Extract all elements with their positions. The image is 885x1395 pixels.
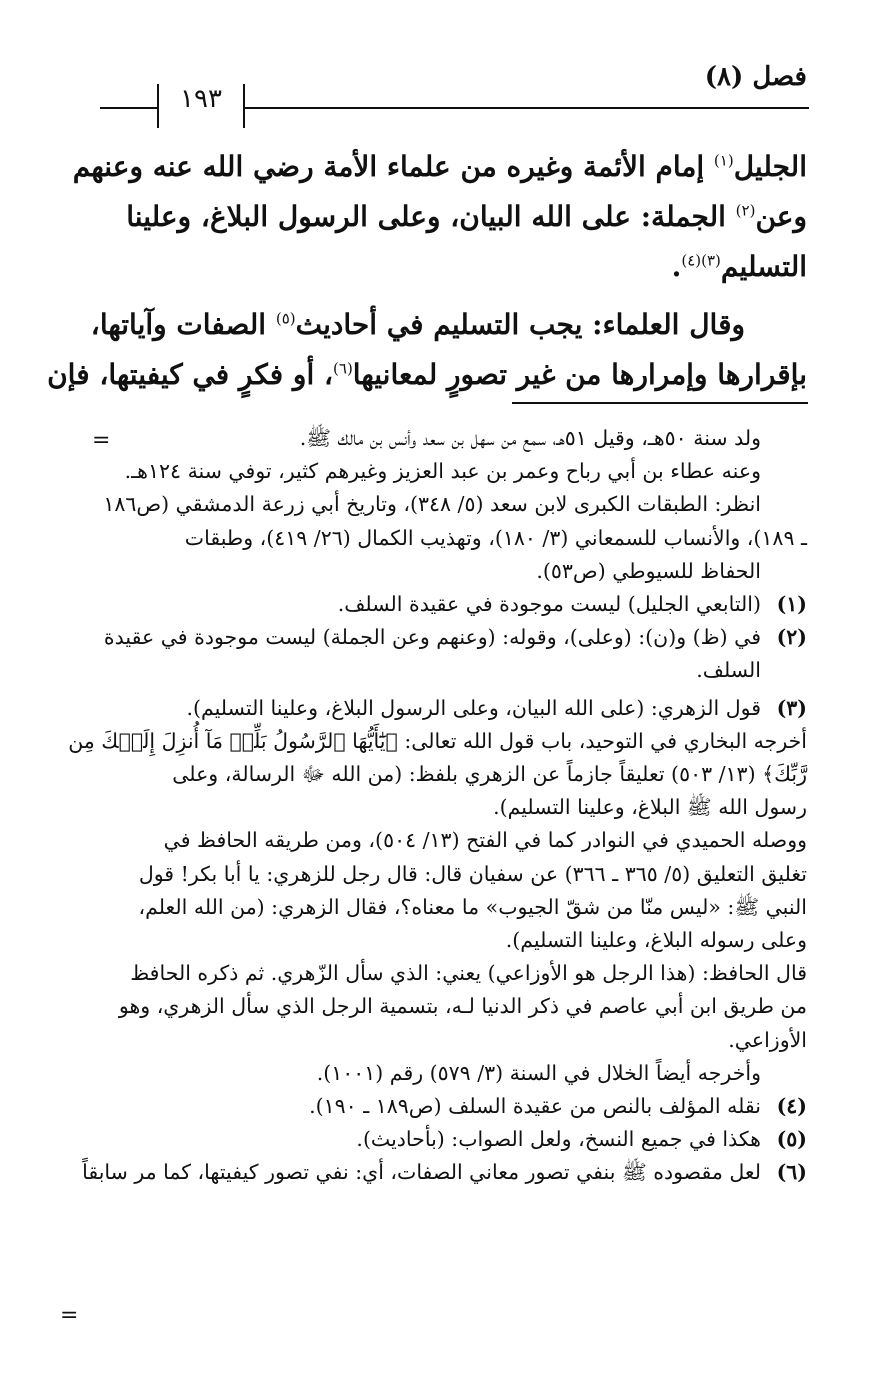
footnote-5: (٥) هكذا في جميع النسخ، ولعل الصواب: (بأحاديث). xyxy=(79,1123,807,1156)
header-tick xyxy=(243,84,245,128)
footnote-1: (١) (التابعي الجليل) ليست موجودة في عقيدة السلف. xyxy=(79,588,807,621)
footnote-line: وأخرجه أيضاً الخلال في السنة (٣/ ٥٧٩) رقم (١٠٠١). xyxy=(316,1060,761,1085)
footnote-line: ووصله الحميدي في النوادر كما في الفتح (١٣/ ٥٠٤)، ومن طريقه الحافظ في xyxy=(163,828,807,853)
footnote-ref[interactable]: (١) xyxy=(713,151,734,170)
footnote-number: (٥) xyxy=(776,1127,807,1152)
main-line: التسليم$^{(٣)(٤)}$. xyxy=(671,250,807,283)
chapter-title: فصل (٨) xyxy=(704,62,807,92)
continuation-mark: = xyxy=(92,428,111,453)
footnote-line: من طريق ابن أبي عاصم في ذكر الدنيا لـه، بتسمية الرجل الذي سأل الزهري، وهو xyxy=(118,994,807,1019)
footnote-line: قال الحافظ: (هذا الرجل هو الأوزاعي) يعني: الذي سأل الزّهري. ثم ذكره الحافظ xyxy=(130,961,807,986)
main-line: وعن$^{(٢)}$ الجملة: على الله البيان، وعلى الرسول البلاغ، وعلينا xyxy=(126,200,807,233)
footnote-number: (٣) xyxy=(776,695,807,720)
header-rule xyxy=(244,107,809,109)
footnote-number: (٤) xyxy=(776,1094,807,1119)
footnote-line: رَّبِّكَ﴾ (١٣/ ٥٠٣) تعليقاً جازماً عن الزهري بلفظ: (من الله ﷻ الرسالة، وعلى xyxy=(172,762,807,787)
header-tick xyxy=(157,84,159,128)
main-line: بإقرارها وإمرارها من غير تصورٍ لمعانيها$^{(٦)}$، أو فكرٍ في كيفيتها، فإن xyxy=(47,358,807,391)
footnote-number: (٢) xyxy=(776,625,807,650)
footnote-divider xyxy=(512,402,808,404)
footnote-number: (١) xyxy=(776,592,807,617)
footnotes xyxy=(68,422,807,1190)
footnote-line: وعنه عطاء بن أبي رباح وعمر بن عبد العزيز وغيرهم كثير، توفي سنة ١٢٤هـ. xyxy=(124,459,761,484)
main-line: وقال العلماء: يجب التسليم في أحاديث$^{(٥)}$ الصفات وآياتها، xyxy=(90,308,745,341)
footnote-number: (٦) xyxy=(776,1160,807,1185)
footnote-line: الأوزاعي. xyxy=(728,1027,807,1052)
footnote-line: ـ ١٨٩)، والأنساب للسمعاني (٣/ ١٨٠)، وتهذيب الكمال (٢٦/ ٤١٩)، وطبقات xyxy=(184,525,807,550)
footnote-6: (٦) لعل مقصوده ﷺ بنفي تصور معاني الصفات، أي: نفي تصور كيفيتها، كما مر سابقاً xyxy=(79,1156,807,1189)
footnote-ref[interactable]: (٢) xyxy=(735,201,756,220)
page-number: ١٩٣ xyxy=(180,84,222,114)
footnote-ref[interactable]: (٦) xyxy=(333,359,353,378)
footnote-ref[interactable]: (٥) xyxy=(275,309,296,328)
footnote-3: (٣) قول الزهري: (على الله البيان، وعلى الرسول البلاغ، وعلينا التسليم). xyxy=(79,692,807,725)
footnote-line: وعلى رسوله البلاغ، وعلينا التسليم). xyxy=(505,928,807,953)
main-line: الجليل$^{(١)}$ إمام الأئمة وغيره من علماء الأمة رضي الله عنه وعنهم xyxy=(72,150,807,183)
footnote-line: أخرجه البخاري في التوحيد، باب قول الله تعالى: ﴿يَٰٓأَيُّهَا ٱلرَّسُولُ بَلِّغۡ مَآ أُنزِلَ إِلَيۡكَ مِن xyxy=(68,728,807,753)
footnote-line: رسول الله ﷺ البلاغ، وعلينا التسليم). xyxy=(493,795,807,820)
footnote-line: النبي ﷺ: «ليس منّا من شقّ الجيوب» ما معناه؟، فقال الزهري: (من الله العلم، xyxy=(138,894,807,919)
footnote-line: ولد سنة ٥٠هـ، وقيل ٥١هـ، سمع من سهل بن سعد وأنس بن مالك ﷺ. xyxy=(299,426,761,450)
continuation-mark-end: = xyxy=(60,1303,79,1328)
header-rule-left xyxy=(100,107,158,109)
footnote-ref[interactable]: (٣)(٤) xyxy=(681,251,721,270)
main-text xyxy=(47,142,807,400)
footnote-line: الحفاظ للسيوطي (ص٥٣). xyxy=(536,558,761,583)
footnote-2: (٢) في (ظ) و(ن): (وعلى)، وقوله: (وعنهم وعن الجملة) ليست موجودة في عقيدة xyxy=(79,621,807,654)
footnote-line: تغليق التعليق (٥/ ٣٦٥ ـ ٣٦٦) عن سفيان قال: قال رجل للزهري: يا أبا بكر! قول xyxy=(138,861,807,886)
footnote-line: انظر: الطبقات الكبرى لابن سعد (٥/ ٣٤٨)، وتاريخ أبي زرعة الدمشقي (ص١٨٦ xyxy=(103,492,761,517)
footnote-line: السلف. xyxy=(696,658,761,683)
footnote-4: (٤) نقله المؤلف بالنص من عقيدة السلف (ص١٨٩ ـ ١٩٠). xyxy=(79,1090,807,1123)
